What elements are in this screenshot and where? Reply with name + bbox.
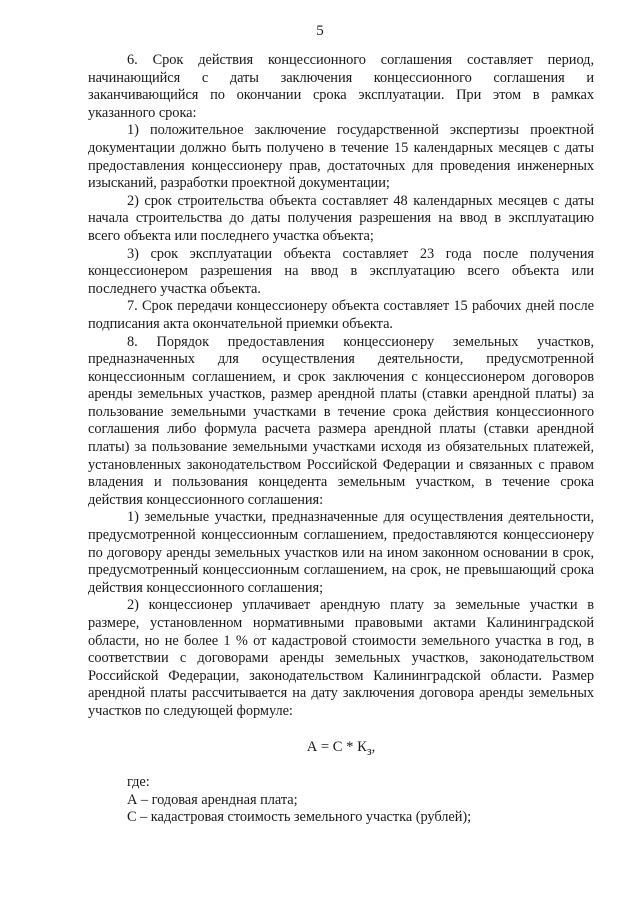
definition-a: А – годовая арендная плата;	[127, 791, 298, 808]
rent-formula	[88, 739, 594, 761]
paragraph-8-item-1: 1) земельные участки, предназначенные для осуществления деятельности, предусмотренной концессионным соглашением, предоставляются концессионеру по договору аренды земельных участков или на ином законном основании в срок, предусмотренный концессионным соглашением, на срок, не превышающий срока действия концессионного соглашения;	[88, 509, 594, 596]
paragraph-7: 7. Срок передачи концессионеру объекта составляет 15 рабочих дней после подписания акта окончательной приемки объекта.	[88, 298, 594, 332]
definition-c: С – кадастровая стоимость земельного участка (рублей);	[127, 809, 472, 826]
page-number: 5	[316, 23, 324, 39]
formula-subscript: з	[366, 743, 372, 758]
formula-main: А = С * К	[306, 738, 367, 755]
paragraph-6-item-2: 2) срок строительства объекта составляет 48 календарных месяцев с даты начала строительства до даты получения разрешения на ввод в эксплуатацию всего объекта или последнего участка объекта;	[88, 192, 594, 244]
paragraph-6-item-3: 3) срок эксплуатации объекта составляет 23 года после получения концессионером разрешения на ввод в эксплуатацию всего объекта или последнего участка объекта.	[88, 245, 594, 297]
paragraph-8-item-2: 2) концессионер уплачивает арендную плату за земельные участки в размере, установленном нормативными правовыми актами Калининградской области, но не более 1 % от кадастровой стоимости земельного участка в год, в соответствии с договорами аренды земельных участков, законодательством Российской Федерации, законодательством Калининградской области. Размер арендной платы рассчитывается на дату заключения договора аренды земельных участков по следующей формуле:	[88, 597, 594, 719]
formula-tail: ,	[371, 738, 376, 755]
paragraph-6-item-1: 1) положительное заключение государственной экспертизы проектной документации должно быть получено в течение 15 календарных месяцев с даты предоставления концессионеру прав, достаточных для проведения инженерных изысканий, разработки проектной документации;	[88, 122, 594, 192]
document-body	[88, 52, 594, 827]
paragraph-8: 8. Порядок предоставления концессионеру земельных участков, предназначенных для осуществления деятельности, предусмотренной концессионным соглашением, и срок заключения с концессионером договоров аренды земельных участков, размер арендной платы (ставки арендной платы) за пользование земельными участками в течение срока действия концессионного соглашения либо формула расчета размера арендной платы (ставки арендной платы) за пользование земельными участками исходя из обязательных платежей, установленных законодательством Российской Федерации и связанных с правом владения и пользования концедента земельным участком, в течение срока действия концессионного соглашения:	[88, 333, 594, 508]
definitions-intro: где:	[127, 774, 150, 791]
paragraph-6: 6. Срок действия концессионного соглашения составляет период, начинающийся с даты заключения концессионного соглашения и заканчивающийся по окончании срока эксплуатации. При этом в рамках указанного срока:	[88, 52, 594, 121]
